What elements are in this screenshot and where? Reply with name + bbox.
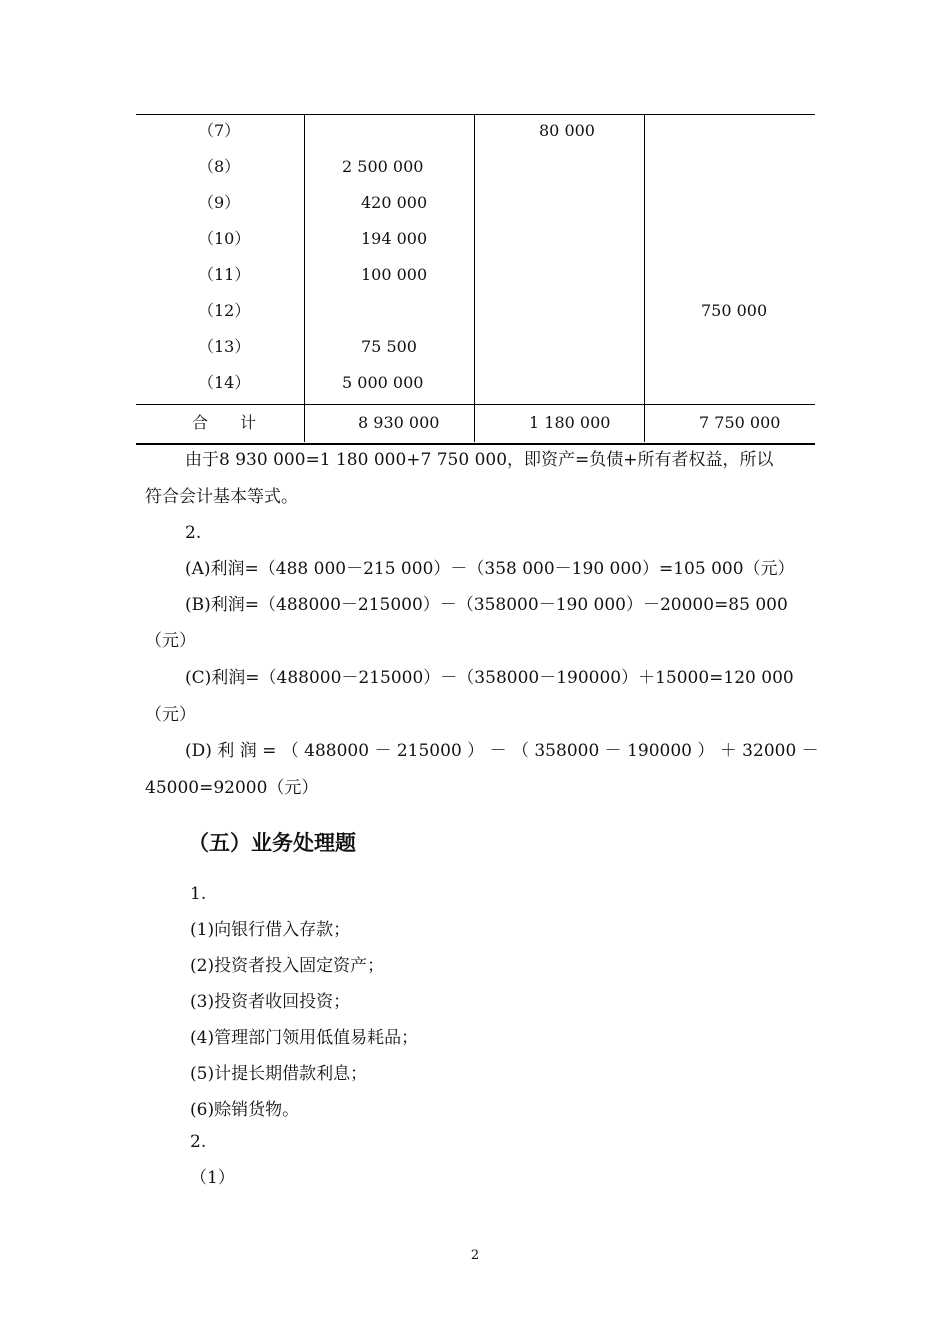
row-debit-value: 194 000 — [361, 229, 428, 248]
column-divider — [304, 114, 305, 442]
list-item: (6)赊销货物。 — [190, 1100, 300, 1120]
total-equity: 7 750 000 — [699, 413, 781, 432]
row-label: （14） — [198, 373, 251, 392]
total-label: 合 计 — [192, 413, 257, 432]
row-label: （12） — [198, 301, 251, 320]
profit-d-line2: 45000=92000（元） — [145, 778, 319, 798]
question-1-number: 1. — [190, 884, 207, 904]
table-body — [136, 114, 815, 404]
total-row — [136, 404, 815, 445]
row-equity-value: 750 000 — [701, 301, 768, 320]
list-item: (3)投资者收回投资； — [190, 992, 351, 1012]
column-divider — [644, 114, 645, 442]
row-debit-value: 2 500 000 — [342, 157, 424, 176]
section-heading: （五）业务处理题 — [188, 831, 356, 855]
profit-b-line2: （元） — [145, 631, 196, 651]
row-label: （11） — [198, 265, 251, 284]
profit-a: (A)利润=（488 000－215 000）－（358 000－190 000）=105 000（元） — [185, 559, 795, 579]
profit-c-line1: (C)利润=（488000－215000）－（358000－190000）＋15000=120 000 — [185, 668, 794, 688]
question-2-number: 2. — [185, 523, 202, 543]
question-2-number-section: 2. — [190, 1132, 207, 1152]
row-debit-value: 75 500 — [361, 337, 417, 356]
profit-c-line2: （元） — [145, 705, 196, 725]
sub-question-1: （1） — [190, 1168, 235, 1188]
column-divider — [474, 114, 475, 442]
row-label: （10） — [198, 229, 251, 248]
equation-text-line1: 由于8 930 000=1 180 000+7 750 000，即资产=负债+所有者权益，所以 — [185, 450, 774, 470]
row-label: （9） — [198, 193, 241, 212]
row-label: （7） — [198, 121, 241, 140]
row-debit-value: 100 000 — [361, 265, 428, 284]
profit-d-line1: (D) 利 润 = （ 488000 － 215000 ） － （ 358000 － 190000 ） ＋ 32000 － — [185, 741, 819, 761]
total-debit: 8 930 000 — [358, 413, 440, 432]
row-debit-value: 5 000 000 — [342, 373, 424, 392]
row-debit-value: 420 000 — [361, 193, 428, 212]
equation-text-line2: 符合会计基本等式。 — [145, 487, 298, 507]
page-number: 2 — [470, 1248, 480, 1263]
row-liabilities-value: 80 000 — [539, 121, 595, 140]
list-item: (1)向银行借入存款； — [190, 920, 351, 940]
row-label: （8） — [198, 157, 241, 176]
list-item: (4)管理部门领用低值易耗品； — [190, 1028, 419, 1048]
list-item: (5)计提长期借款利息； — [190, 1064, 368, 1084]
profit-b-line1: (B)利润=（488000－215000）－（358000－190 000）－20000=85 000 — [185, 595, 788, 615]
total-liabilities: 1 180 000 — [529, 413, 611, 432]
row-label: （13） — [198, 337, 251, 356]
list-item: (2)投资者投入固定资产； — [190, 956, 385, 976]
